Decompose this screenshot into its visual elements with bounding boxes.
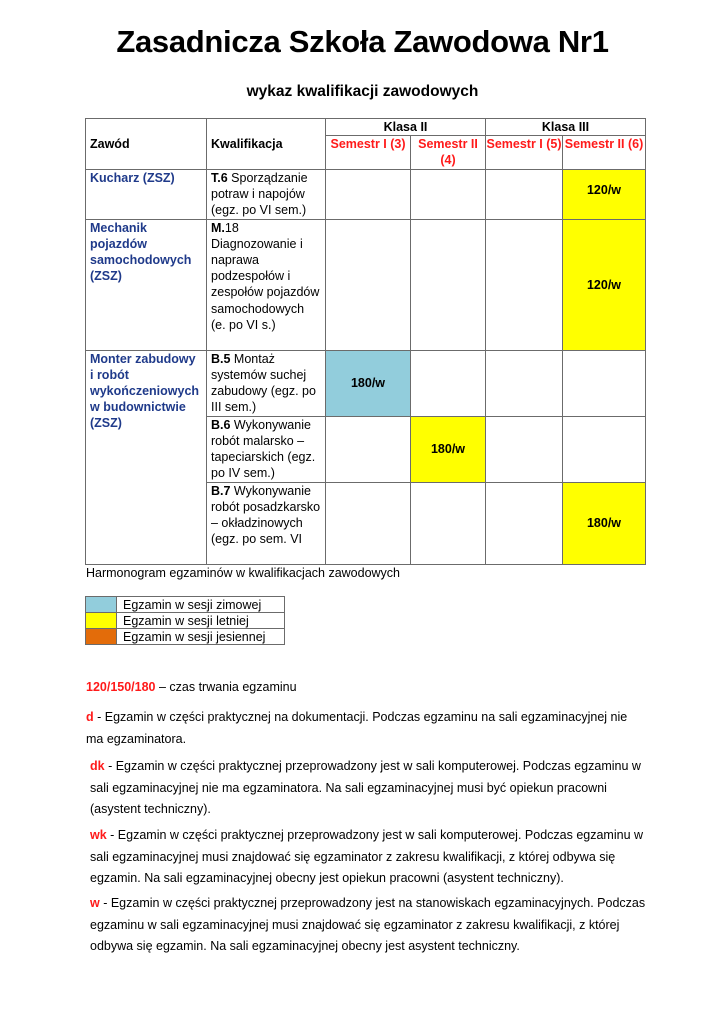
sem4-cell (411, 482, 486, 564)
header-semester-3 (326, 136, 411, 169)
legend-item (86, 597, 285, 613)
qualification-code: B.6 (211, 417, 231, 432)
header-row (86, 119, 646, 136)
note-text: – czas trwania egzaminu (155, 680, 297, 694)
sem3-cell (326, 416, 411, 482)
note-key: w (90, 896, 100, 910)
sem4-cell: 180/w (411, 416, 486, 482)
sem3-cell (326, 169, 411, 219)
sem5-cell (486, 169, 563, 219)
sem6-cell: 120/w (563, 219, 646, 350)
zawod-cell: Monter zabudowy i robót wykończeniowych w budownictwie (ZSZ) (86, 350, 207, 564)
kwalifikacja-cell (207, 416, 326, 482)
qualifications-table (85, 118, 646, 565)
qualification-name: Sporządzanie potraw i napojów (egz. po VI sem.) (211, 170, 308, 218)
legend-table (85, 596, 285, 645)
header-semester-6 (563, 136, 646, 169)
sem5-cell (486, 482, 563, 564)
legend-item (86, 613, 285, 629)
header-semester-5 (486, 136, 563, 169)
note-duration (86, 677, 646, 699)
sem5-cell (486, 416, 563, 482)
note-text: - Egzamin w części praktycznej przeprowadzony jest w sali komputerowej. Podczas egzaminu w sali egzaminacyjnej nie ma egzaminatora. Na sali egzaminacyjnej musi być opiekun pracowni (asystent techniczny). (90, 759, 641, 816)
sem6-cell: 180/w (563, 482, 646, 564)
note-w (86, 893, 646, 958)
semester-6-label: Semestr II (6) (564, 137, 644, 152)
note-key: dk (90, 759, 105, 773)
semester-3-label: Semestr I (3) (330, 137, 406, 152)
kwalifikacja-cell (207, 169, 326, 219)
sem4-cell (411, 219, 486, 350)
legend-swatch-autumn (86, 629, 117, 645)
legend-label: Egzamin w sesji letniej (117, 613, 285, 629)
note-key: wk (90, 828, 107, 842)
qualification-code: B.7 (211, 483, 231, 498)
qualification-code: M. (211, 220, 225, 235)
note-text: - Egzamin w części praktycznej na dokumentacji. Podczas egzaminu na sali egzaminacyjnej nie ma egzaminatora. (86, 710, 628, 746)
note-key: 120/150/180 (86, 680, 156, 694)
sem6-cell (563, 350, 646, 416)
legend-label: Egzamin w sesji zimowej (117, 597, 285, 613)
legend-swatch-summer (86, 613, 117, 629)
kwalifikacja-cell (207, 219, 326, 350)
qualification-code: B.5 (211, 351, 231, 366)
header-kwalifikacja: Kwalifikacja (207, 119, 326, 170)
sem3-cell: 180/w (326, 350, 411, 416)
qualification-name: Montaż systemów suchej zabudowy (egz. po III sem.) (211, 351, 316, 415)
note-d (86, 707, 646, 750)
sem4-cell (411, 169, 486, 219)
sem5-cell (486, 219, 563, 350)
legend-item (86, 629, 285, 645)
header-klasa-ii: Klasa II (326, 119, 486, 136)
sem3-cell (326, 482, 411, 564)
kwalifikacja-cell (207, 482, 326, 564)
qualification-name: 18 Diagnozowanie i naprawa podzespołów i zespołów pojazdów samochodowych (e. po VI s.) (211, 220, 320, 332)
sem3-cell (326, 219, 411, 350)
sem5-cell (486, 350, 563, 416)
sem4-cell (411, 350, 486, 416)
page-subtitle: wykaz kwalifikacji zawodowych (246, 83, 479, 100)
header-zawod: Zawód (86, 119, 207, 170)
qualification-code: T.6 (211, 170, 228, 185)
note-text: - Egzamin w części praktycznej przeprowadzony jest na stanowiskach egzaminacyjnych. Podczas egzaminu w sali egzaminacyjnej musi znajdować się egzaminator z zakresu kwalifikacji, z której odbywa się egzamin. Na sali egzaminacyjnej obecny jest asystent techniczny. (90, 896, 646, 953)
legend-label: Egzamin w sesji jesiennej (117, 629, 285, 645)
note-dk (86, 756, 646, 821)
sem6-cell: 120/w (563, 169, 646, 219)
header-semester-4 (411, 136, 486, 169)
header-klasa-iii: Klasa III (486, 119, 646, 136)
qualification-name: Wykonywanie robót posadzkarsko – okładzinowych (egz. po sem. VI (211, 483, 321, 547)
zawod-cell: Mechanik pojazdów samochodowych (ZSZ) (86, 219, 207, 350)
page-title: Zasadnicza Szkoła Zawodowa Nr1 (116, 24, 609, 59)
note-key: d (86, 710, 94, 724)
table-row (86, 169, 646, 219)
semester-5-label: Semestr I (5) (486, 137, 562, 152)
table-row (86, 350, 646, 416)
sem6-cell (563, 416, 646, 482)
semester-4-label: Semestr II (4) (418, 137, 478, 168)
kwalifikacja-cell (207, 350, 326, 416)
table-row (86, 219, 646, 350)
note-wk (86, 825, 646, 890)
zawod-cell: Kucharz (ZSZ) (86, 169, 207, 219)
note-text: - Egzamin w części praktycznej przeprowadzony jest w sali komputerowej. Podczas egzaminu w sali egzaminacyjnej musi znajdować się egzaminator z zakresu kwalifikacji, z której odbywa się egzamin. Na sali egzaminacyjnej obecny jest opiekun pracowni (asystent techniczny). (90, 828, 644, 885)
legend-swatch-winter (86, 597, 117, 613)
table-caption: Harmonogram egzaminów w kwalifikacjach zawodowych (86, 566, 401, 580)
qualification-name: Wykonywanie robót malarsko – tapeciarskich (egz. po IV sem.) (211, 417, 316, 481)
